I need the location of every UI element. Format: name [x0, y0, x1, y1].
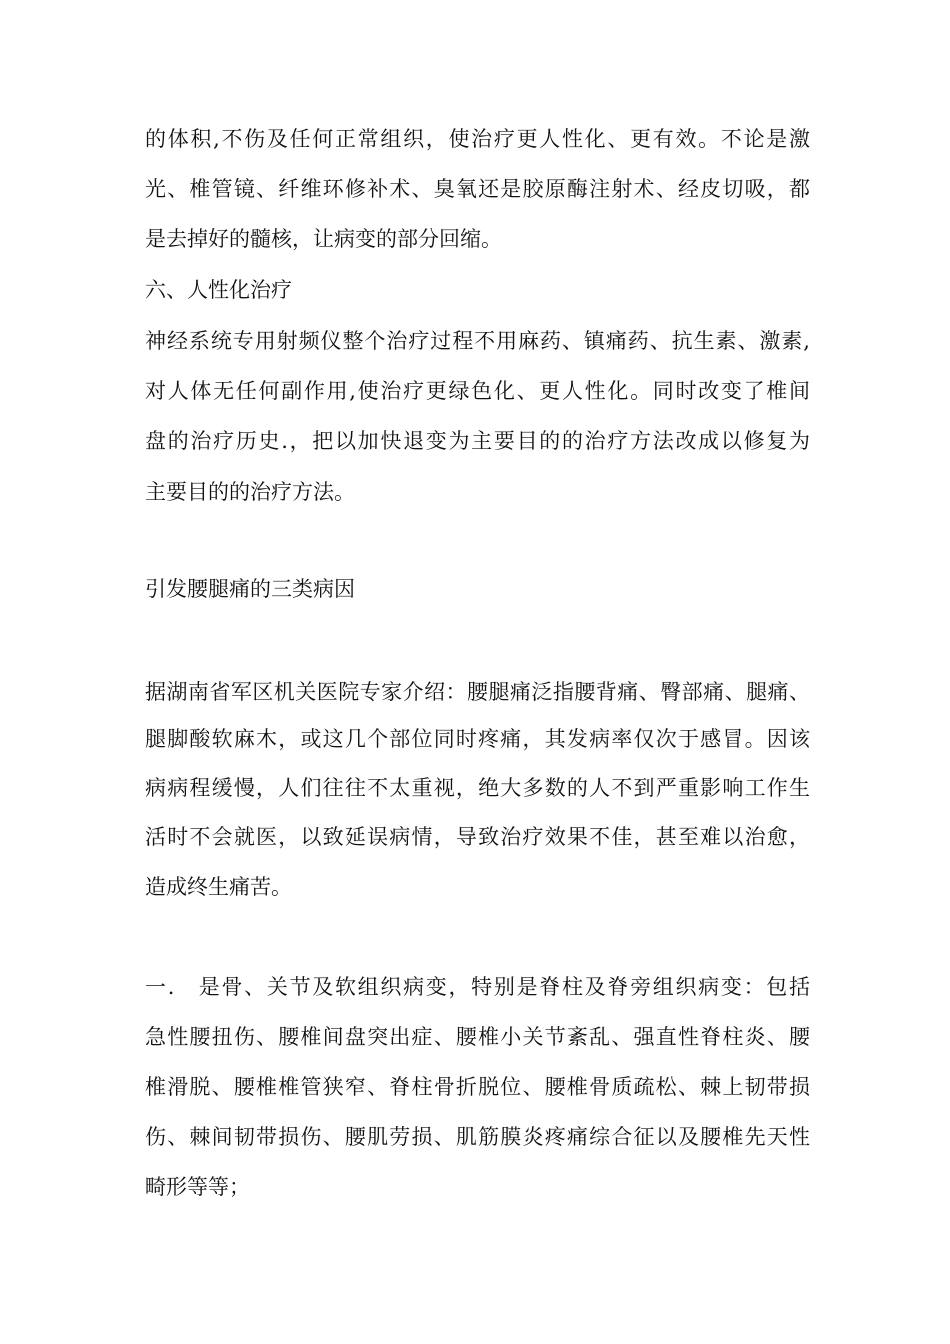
- paragraph-4-line-1: 一. 是骨、关节及软组织病变，特别是脊柱及脊旁组织病变：包括: [145, 975, 810, 999]
- paragraph-2-line-2: 对人体无任何副作用,使治疗更绿色化、更人性化。同时改变了椎间: [145, 379, 810, 403]
- article-title: 引发腰腿痛的三类病因: [145, 577, 355, 601]
- paragraph-4-line-3: 椎滑脱、腰椎椎管狭窄、脊柱骨折脱位、腰椎骨质疏松、棘上韧带损: [145, 1075, 810, 1099]
- paragraph-3-line-5: 造成终生痛苦。: [145, 875, 292, 899]
- section-heading-6: 六、人性化治疗: [145, 278, 292, 302]
- paragraph-1-line-3: 是去掉好的髓核，让病变的部分回缩。: [145, 227, 502, 251]
- paragraph-1-line-2: 光、椎管镜、纤维环修补术、臭氧还是胶原酶注射术、经皮切吸，都: [145, 177, 810, 201]
- paragraph-3-line-1: 据湖南省军区机关医院专家介绍：腰腿痛泛指腰背痛、臀部痛、腿痛、: [145, 680, 810, 704]
- paragraph-2-line-4: 主要目的的治疗方法。: [145, 480, 355, 504]
- paragraph-4-line-5: 畸形等等；: [145, 1175, 250, 1199]
- paragraph-4-line-4: 伤、棘间韧带损伤、腰肌劳损、肌筋膜炎疼痛综合征以及腰椎先天性: [145, 1125, 810, 1149]
- paragraph-3-line-2: 腿脚酸软麻木，或这几个部位同时疼痛，其发病率仅次于感冒。因该: [145, 727, 810, 751]
- paragraph-3-line-3: 病病程缓慢，人们往往不太重视，绝大多数的人不到严重影响工作生: [145, 776, 810, 800]
- paragraph-3-line-4: 活时不会就医，以致延误病情，导致治疗效果不佳，甚至难以治愈，: [145, 825, 810, 849]
- paragraph-1-line-1: 的体积,不伤及任何正常组织，使治疗更人性化、更有效。不论是激: [145, 127, 810, 151]
- paragraph-2-line-1: 神经系统专用射频仪整个治疗过程不用麻药、镇痛药、抗生素、激素,: [145, 329, 810, 353]
- paragraph-2-line-3: 盘的治疗历史.，把以加快退变为主要目的的治疗方法改成以修复为: [145, 429, 810, 453]
- paragraph-4-line-2: 急性腰扭伤、腰椎间盘突出症、腰椎小关节紊乱、强直性脊柱炎、腰: [145, 1025, 810, 1049]
